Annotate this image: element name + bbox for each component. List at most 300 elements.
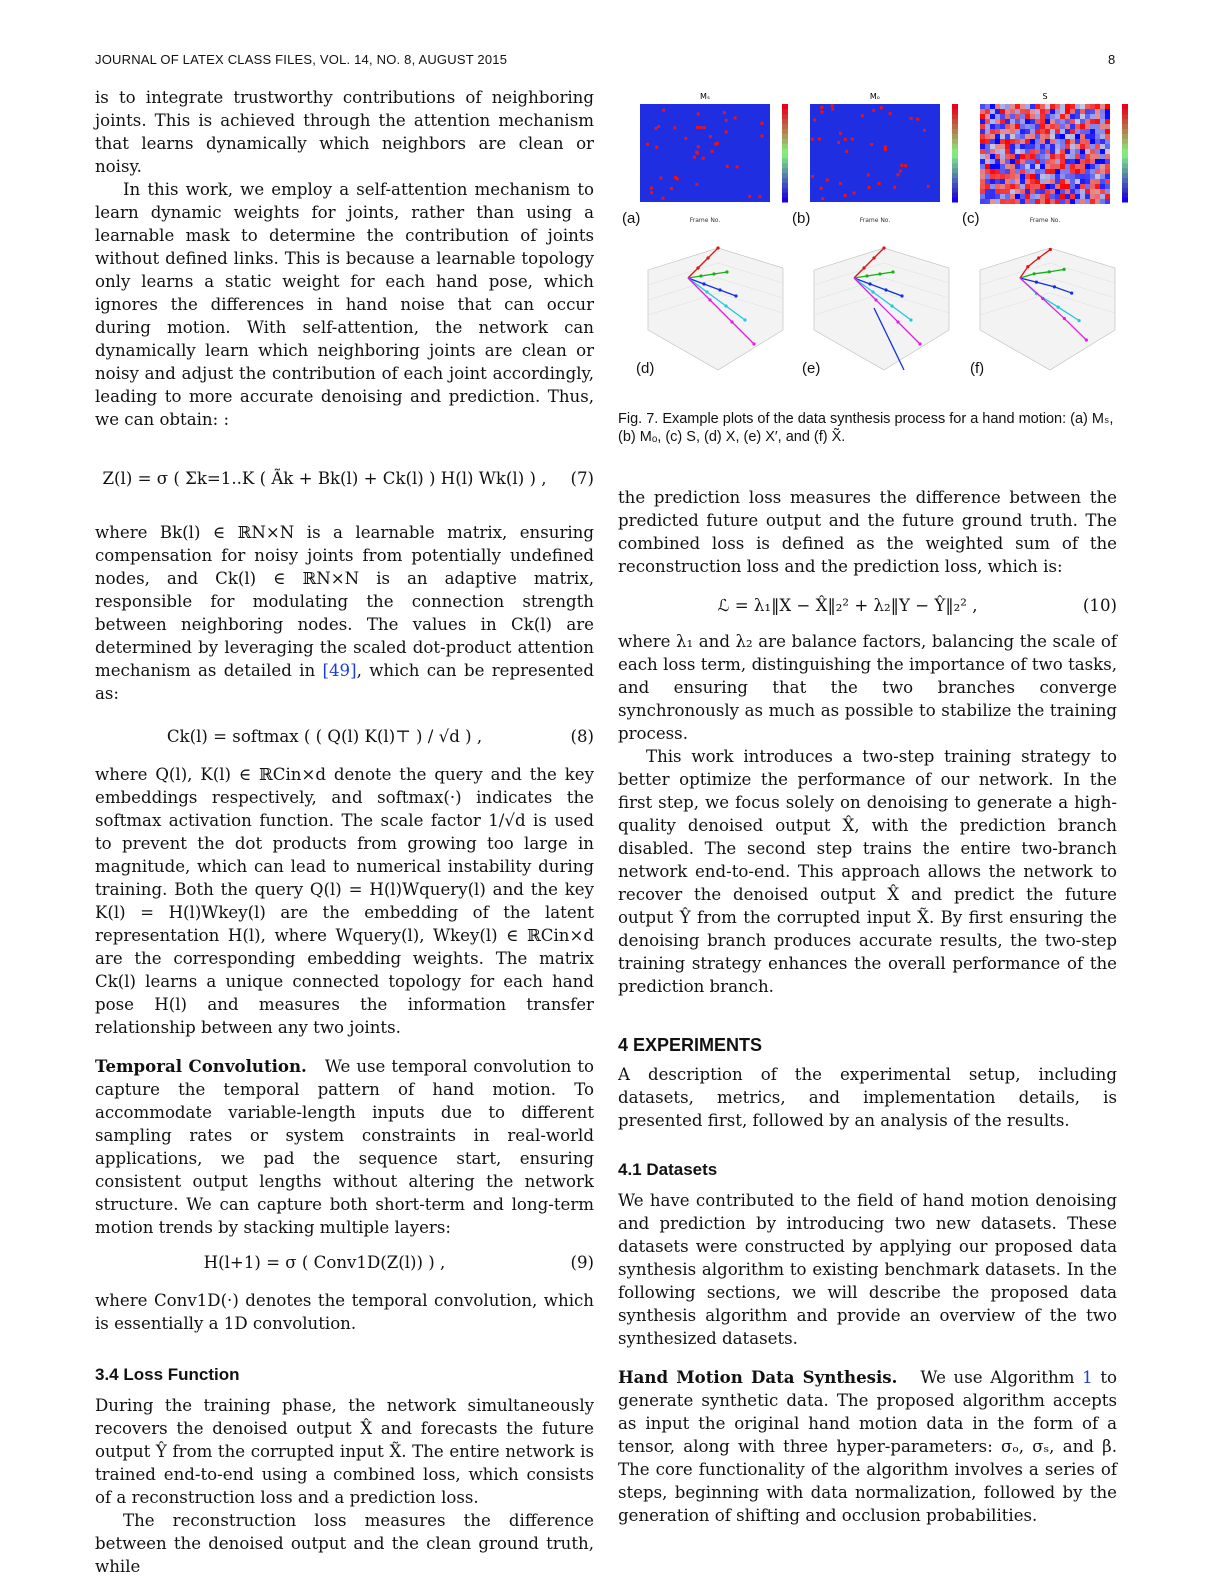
run-in-heading: Hand Motion Data Synthesis. [618,1367,898,1387]
equation-body: ℒ = λ₁‖X − X̂‖₂² + λ₂‖Y − Ŷ‖₂² , [717,595,978,615]
heatmap-cell [990,144,995,149]
heatmap-cell [1095,179,1100,184]
colorbar-segment [952,104,958,109]
heatmap-cell [1075,164,1080,169]
heatmap-cell [1080,124,1085,129]
heatmap-cell [1105,154,1110,159]
colorbar-segment [952,119,958,124]
heatmap-cell [844,138,847,141]
heatmap-cell [980,134,985,139]
heatmap-cell [734,116,737,119]
colorbar-segment [1122,173,1128,178]
paragraph: A description of the experimental setup, including datasets, metrics, and implementation details, is presented first, followed by an analysis of the results. [618,1065,1117,1130]
heatmap-cell [1010,154,1015,159]
heatmap-cell [1040,169,1045,174]
heatmap-cell [1060,199,1065,204]
heatmap-cell [904,164,907,167]
heatmap-cell [980,169,985,174]
heatmap-cell [1095,124,1100,129]
heatmap-cell [831,108,834,111]
heatmap-cell [990,179,995,184]
heatmap-cell [985,104,990,109]
heatmap-cell [1035,109,1040,114]
heatmap-cell [1050,114,1055,119]
heatmap-cell [1005,104,1010,109]
heatmap-cell [1085,154,1090,159]
heatmap-title: Mₛ [700,92,710,101]
heatmap-cell [1030,174,1035,179]
heatmap-cell [1055,104,1060,109]
heatmap-cell [1075,194,1080,199]
heatmap-cell [1060,144,1065,149]
heatmap-cell [980,159,985,164]
heatmap-cell [1070,154,1075,159]
heatmap-cell [1050,164,1055,169]
heatmap-cell [900,164,903,167]
heatmap-cell [1100,129,1105,134]
colorbar-segment [952,192,958,197]
heatmap-cell [696,126,699,129]
heatmap-cell [1065,179,1070,184]
heatmap-cell [1070,179,1075,184]
heatmap-cell [985,179,990,184]
heatmap-cell [1020,199,1025,204]
heatmap-cell [1040,134,1045,139]
heatmap-cell [1080,189,1085,194]
heatmap-cell [1010,169,1015,174]
heatmap-cell [1040,114,1045,119]
heatmap-cell [1090,129,1095,134]
heatmap-cell [1060,154,1065,159]
heatmap-cell [1035,174,1040,179]
heatmap-cell [1070,134,1075,139]
heatmap-cell [880,106,883,109]
paragraph: During the training phase, the network simultaneously recovers the denoised output X̂ and forecasts the future output Ŷ from the corrupted input X̃. The entire network is trained end-to-end using a combined loss, which consists of a reconstruction loss and a prediction loss. [95,1396,594,1507]
heatmap-background [640,104,770,202]
heatmap-cell [1080,149,1085,154]
heatmap-cell [985,189,990,194]
heatmap-cell [1025,154,1030,159]
heatmap-cell [1015,109,1020,114]
heatmap-cell [1070,189,1075,194]
heatmap-cell [985,129,990,134]
heatmap-cell [646,143,649,146]
heatmap-cell [1015,114,1020,119]
heatmap-cell [1065,159,1070,164]
equation-number: (8) [570,726,594,746]
heatmap-cell [760,122,763,125]
heatmap-cell [1070,149,1075,154]
heatmap-cell [1000,139,1005,144]
heatmap-cell [980,119,985,124]
colorbar-segment [1122,119,1128,124]
heatmap-cell [1055,159,1060,164]
heatmap-cell [1000,129,1005,134]
heatmap-cell [1050,174,1055,179]
heatmap-cell [1090,199,1095,204]
heatmap-cell [1100,169,1105,174]
heatmap-cell [1080,154,1085,159]
algorithm-link[interactable]: 1 [1082,1368,1093,1387]
heatmap-cell [1095,134,1100,139]
heatmap-cell [1020,104,1025,109]
panel-label: (b) [792,210,811,227]
colorbar-segment [782,133,788,138]
text-span: We use Algorithm [920,1368,1075,1387]
section-heading-3-4: 3.4 Loss Function [95,1365,240,1384]
heatmap-cell [899,170,902,173]
heatmap-cell [1055,129,1060,134]
heatmap-cell [1090,114,1095,119]
heatmap-cell [1005,144,1010,149]
heatmap-cell [1015,194,1020,199]
panel-label: (c) [962,210,980,227]
heatmap-cell [695,183,698,186]
heatmap-cell [1040,164,1045,169]
heatmap-cell [1035,134,1040,139]
heatmap-cell [1090,194,1095,199]
heatmap-cell [1055,199,1060,204]
citation-link[interactable]: [49] [322,661,357,680]
heatmap-cell [1045,124,1050,129]
section-heading-4-1: 4.1 Datasets [618,1160,718,1179]
heatmap-cell [650,191,653,194]
heatmap-cell [995,179,1000,184]
heatmap-cell [1025,164,1030,169]
heatmap-cell [1000,194,1005,199]
heatmap-cell [990,189,995,194]
heatmap-cell [985,169,990,174]
heatmap-cell [820,106,823,109]
heatmap-cell [1055,189,1060,194]
section-heading-4: 4 EXPERIMENTS [618,1035,763,1055]
heatmap-cell [1045,139,1050,144]
heatmap-cell [1035,149,1040,154]
heatmap-cell [1010,199,1015,204]
heatmap-cell [990,109,995,114]
hand-joint [1049,248,1052,251]
heatmap-cell [1030,159,1035,164]
heatmap-cell [1050,179,1055,184]
heatmap-cell [1010,104,1015,109]
figure-7 [618,92,1128,392]
heatmap-cell [1015,124,1020,129]
heatmap-cell [1085,184,1090,189]
colorbar-segment [1122,109,1128,114]
heatmap-cell [703,126,706,129]
heatmap-cell [1095,174,1100,179]
heatmap-cell [1050,149,1055,154]
heatmap-cell [985,194,990,199]
heatmap-cell [861,114,864,117]
heatmap-cell [1005,169,1010,174]
heatmap-cell [1085,179,1090,184]
heatmap-cell [995,124,1000,129]
heatmap-cell [884,145,887,148]
heatmap-cell [826,179,829,182]
heatmap-cell [1060,109,1065,114]
text-span: where Bk(l) ∈ ℝN×N is a learnable matrix, ensuring compensation for noisy joints from potentially undefined nodes, and Ck(l) ∈ ℝN×N is an adaptive matrix, responsible for modulating the connection strength between neighboring nodes. The values in Ck(l) are determined by leveraging the scaled dot-product attention mechanism as detailed in [95,523,594,680]
heatmap-cell [1075,119,1080,124]
heatmap-cell [1025,119,1030,124]
heatmap-cell [995,184,1000,189]
heatmap-cell [1035,129,1040,134]
heatmap-cell [1095,114,1100,119]
heatmap-cell [995,169,1000,174]
heatmap-cell [1030,124,1035,129]
heatmap-cell [1085,104,1090,109]
heatmap-cell [985,134,990,139]
heatmap-cell [726,165,729,168]
heatmap-cell [1070,194,1075,199]
heatmap-cell [980,149,985,154]
heatmap-cell [990,124,995,129]
heatmap-cell [1105,139,1110,144]
heatmap-cell [811,175,814,178]
heatmap-cell [990,119,995,124]
heatmap-cell [1030,184,1035,189]
heatmap-cell [1030,199,1035,204]
heatmap-cell [1075,184,1080,189]
heatmap-cell [916,118,919,121]
heatmap-cell [1060,124,1065,129]
heatmap-cell [1005,154,1010,159]
heatmap-cell [1035,144,1040,149]
heatmap-cell [1085,139,1090,144]
heatmap-cell [1025,114,1030,119]
heatmap-cell [1015,159,1020,164]
heatmap-cell [980,179,985,184]
colorbar-segment [782,148,788,153]
colorbar-segment [782,143,788,148]
colorbar-segment [1122,129,1128,134]
hand-joint [900,294,903,297]
heatmap-cell [1090,149,1095,154]
heatmap-cell [1000,149,1005,154]
heatmap-cell [1015,184,1020,189]
heatmap-cell [1100,109,1105,114]
heatmap-cell [1055,139,1060,144]
heatmap-cell [1020,109,1025,114]
heatmap-cell [1000,169,1005,174]
heatmap-cell [884,148,887,151]
colorbar-segment [1122,168,1128,173]
hand-joint [891,270,894,273]
heatmap-cell [1050,119,1055,124]
heatmap-cell [1070,164,1075,169]
heatmap-cell [673,126,676,129]
colorbar-segment [1122,124,1128,129]
paragraph: In this work, we employ a self-attention mechanism to learn dynamic weights for joints, rather than using a learnable mask to determine the contribution of joints without defined links. This is because a learnable topology only learns a static weight for each hand pose, which ignores the differences in hand noise that can occur during motion. With self-attention, the network can dynamically learn which neighboring joints are clean or noisy and adjust the contribution of each joint accordingly, leading to more accurate denoising and prediction. Thus, we can obtain: : [95,180,594,429]
colorbar-segment [782,168,788,173]
heatmap-cell [1060,134,1065,139]
heatmap-cell [1015,164,1020,169]
equation-number: (7) [570,468,594,488]
heatmap-cell [1040,179,1045,184]
heatmap-cell [1005,109,1010,114]
heatmap-cell [1075,174,1080,179]
heatmap-cell [1025,199,1030,204]
heatmap-cell [1100,194,1105,199]
heatmap-cell [1045,119,1050,124]
heatmap-cell [1010,119,1015,124]
heatmap-cell [1020,159,1025,164]
heatmap-cell [1040,104,1045,109]
heatmap-cell [1090,104,1095,109]
hand-joint [1070,291,1073,294]
paragraph: where λ₁ and λ₂ are balance factors, balancing the scale of each loss term, distinguishing the importance of two tasks, and ensuring that the two branches converge synchronously as much as possible to stabilize the training process. [618,632,1117,743]
heatmap-cell [1020,164,1025,169]
heatmap-cell [1065,139,1070,144]
colorbar-segment [952,133,958,138]
heatmap-cell [693,156,696,159]
heatmap-cell [980,164,985,169]
heatmap-cell [709,135,712,138]
heatmap-cell [1065,174,1070,179]
heatmap-cell [1090,124,1095,129]
panel-label: (d) [636,360,655,377]
heatmap-cell [702,157,705,160]
heatmap-cell [1080,194,1085,199]
heatmap-cell [1070,139,1075,144]
heatmap-cell [1090,169,1095,174]
colorbar-segment [952,143,958,148]
heatmap-cell [697,112,700,115]
heatmap-cell [1065,104,1070,109]
heatmap-cell [697,145,700,148]
heatmap-cell [1005,139,1010,144]
heatmap-cell [1005,174,1010,179]
heatmap-cell [1045,169,1050,174]
heatmap-cell [1100,119,1105,124]
heatmap-cell [1050,144,1055,149]
heatmap-cell [1030,134,1035,139]
colorbar-segment [952,168,958,173]
plot-box [814,248,949,370]
heatmap-cell [1010,174,1015,179]
heatmap-cell [995,194,1000,199]
heatmap-cell [1045,194,1050,199]
heatmap-cell [1105,129,1110,134]
colorbar-segment [1122,133,1128,138]
colorbar-segment [782,129,788,134]
heatmap-cell [661,197,664,200]
heatmap-cell [839,182,842,185]
heatmap-cell [1105,174,1110,179]
heatmap-cell [1100,124,1105,129]
heatmap-cell [1040,184,1045,189]
colorbar-segment [1122,148,1128,153]
heatmap-cell [1060,179,1065,184]
heatmap-cell [1090,159,1095,164]
heatmap-cell [1055,184,1060,189]
heatmap-cell [995,174,1000,179]
colorbar-segment [952,173,958,178]
colorbar-segment [782,192,788,197]
heatmap-cell [1080,144,1085,149]
heatmap-cell [990,104,995,109]
heatmap-cell [711,150,714,153]
heatmap-cell [1035,194,1040,199]
heatmap-cell [1045,114,1050,119]
heatmap-cell [1085,134,1090,139]
heatmap-cell [1040,139,1045,144]
heatmap-cell [1015,174,1020,179]
heatmap-cell [1105,119,1110,124]
heatmap-cell [1015,134,1020,139]
heatmap-cell [1010,179,1015,184]
heatmap-cell [1010,149,1015,154]
heatmap-cell [1005,119,1010,124]
colorbar-segment [1122,163,1128,168]
heatmap-cell [1055,114,1060,119]
heatmap-cell [831,104,834,107]
paragraph: The reconstruction loss measures the difference between the denoised output and the clean ground truth, while [95,1511,594,1576]
paragraph [618,1366,1117,1527]
heatmap-cell [1060,169,1065,174]
heatmap-cell [1020,119,1025,124]
hand-joint [725,270,728,273]
colorbar-segment [952,153,958,158]
colorbar-segment [1122,182,1128,187]
heatmap-cell [1105,134,1110,139]
paragraph: the prediction loss measures the difference between the predicted future output and the future ground truth. The combined loss is defined as the weighted sum of the reconstruction loss and the prediction loss, which is: [618,488,1117,576]
heatmap-cell [1050,129,1055,134]
heatmap-cell [985,154,990,159]
text-span: , which can be represented as: [95,661,594,703]
heatmap-cell [1040,154,1045,159]
heatmap-cell [1000,159,1005,164]
heatmap-cell [837,141,840,144]
heatmap-cell [1065,149,1070,154]
heatmap-cell [1050,109,1055,114]
heatmap-cell [1105,124,1110,129]
colorbar-segment [782,187,788,192]
heatmap-cell [1090,134,1095,139]
heatmap-cell [1085,159,1090,164]
heatmap-cell [1090,139,1095,144]
heatmap-cell [1065,134,1070,139]
heatmap-cell [990,164,995,169]
heatmap-cell [845,150,848,153]
heatmap-cell [1030,129,1035,134]
heatmap-cell [1040,199,1045,204]
hand-joint [734,294,737,297]
heatmap-cell [1030,179,1035,184]
heatmap-cell [1070,159,1075,164]
heatmap-cell [659,177,662,180]
heatmap-cell [980,144,985,149]
heatmap-cell [1045,109,1050,114]
heatmap-cell [1015,139,1020,144]
heatmap-cell [1065,109,1070,114]
heatmap-cell [1000,184,1005,189]
colorbar-segment [782,197,788,202]
heatmap-cell [1075,159,1080,164]
heatmap-cell [1030,189,1035,194]
x-axis-label: Frame No. [689,217,721,224]
heatmap-cell [990,154,995,159]
panel-label: (a) [622,210,641,227]
heatmap-cell [821,197,824,200]
colorbar-segment [952,148,958,153]
heatmap-cell [1095,139,1100,144]
heatmap-cell [1005,164,1010,169]
heatmap-cell [985,144,990,149]
heatmap-cell [1010,194,1015,199]
heatmap-cell [1035,184,1040,189]
heatmap-cell [1105,194,1110,199]
